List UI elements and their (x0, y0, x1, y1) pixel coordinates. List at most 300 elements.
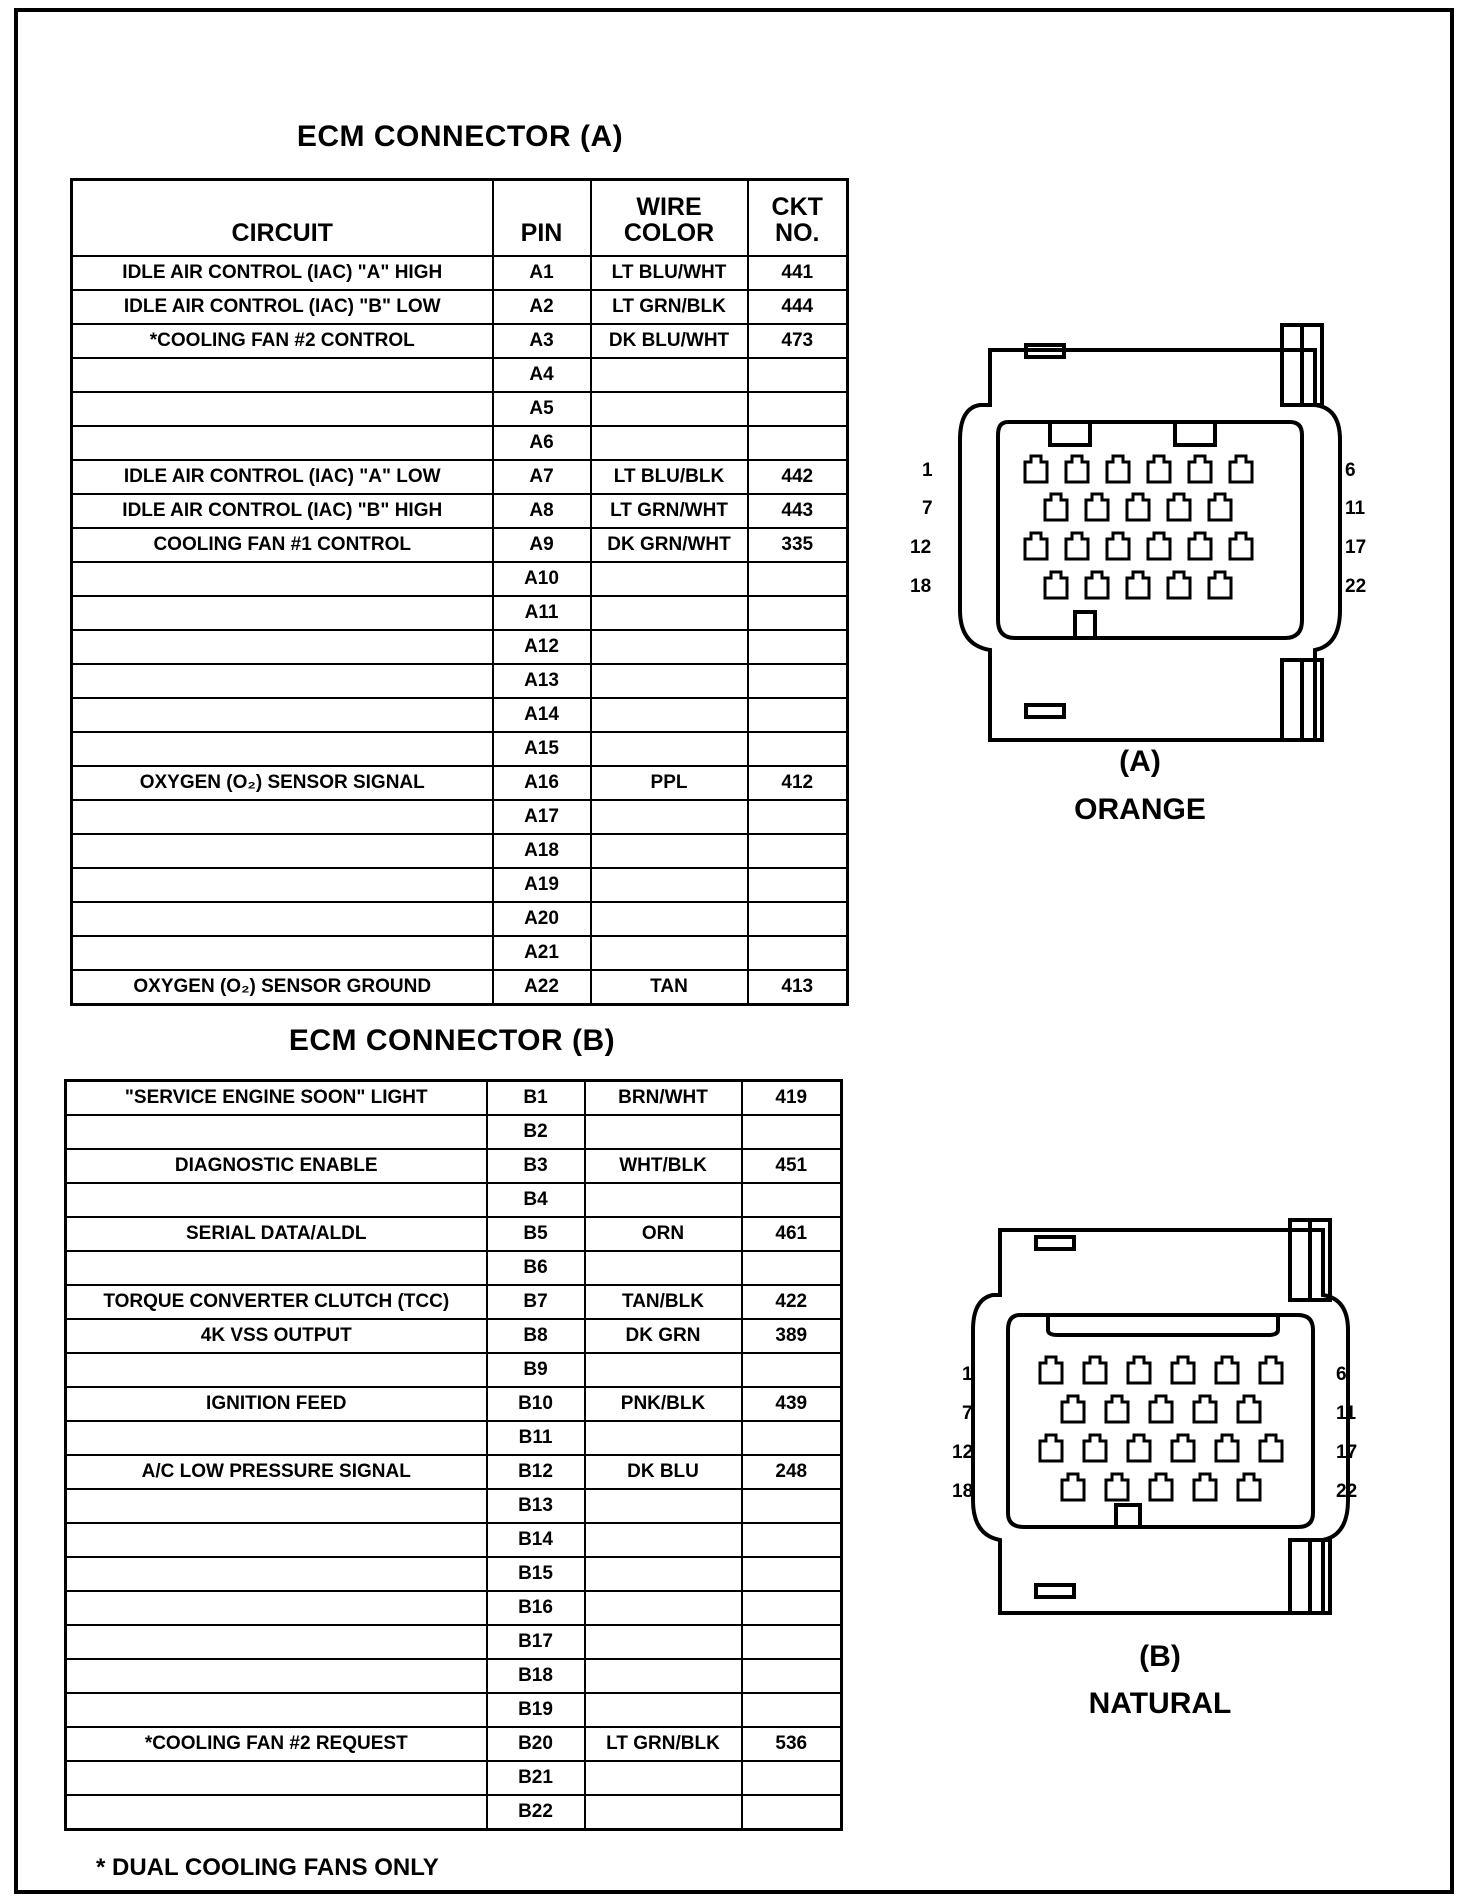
table-row (72, 800, 848, 834)
table-row (66, 1523, 842, 1557)
pin-cell: B11 (487, 1421, 585, 1455)
pin-label-17: 17 (1345, 537, 1367, 558)
wire-color-cell: DK GRN/WHT (591, 528, 748, 562)
pin-cavity-1 (1040, 1357, 1062, 1383)
circuit-cell (72, 732, 493, 766)
circuit-cell (66, 1421, 487, 1455)
connector-b-rows (66, 1081, 842, 1830)
connector-b-top-latch (1036, 1237, 1074, 1249)
pin-cavity-8 (1106, 1396, 1128, 1422)
wire-color-cell: LT BLU/BLK (591, 460, 748, 494)
pin-label-17: 17 (1336, 1442, 1358, 1463)
ckt-no-cell (748, 596, 848, 630)
ckt-no-cell (742, 1761, 842, 1795)
pin-cell: B21 (487, 1761, 585, 1795)
circuit-cell: IDLE AIR CONTROL (IAC) "B" HIGH (72, 494, 493, 528)
pin-cell: A2 (493, 290, 591, 324)
pin-cell: A21 (493, 936, 591, 970)
pin-cavity-11 (1209, 494, 1231, 520)
table-row (72, 902, 848, 936)
table-row (72, 630, 848, 664)
ckt-no-cell: 442 (748, 460, 848, 494)
ckt-no-cell: 439 (742, 1387, 842, 1421)
table-row (72, 528, 848, 562)
table-row (72, 256, 848, 290)
ckt-no-cell (748, 902, 848, 936)
circuit-cell (66, 1489, 487, 1523)
pin-cavity-10 (1168, 494, 1190, 520)
table-row (72, 834, 848, 868)
ckt-no-cell: 389 (742, 1319, 842, 1353)
wire-color-cell (591, 936, 748, 970)
circuit-cell: IGNITION FEED (66, 1387, 487, 1421)
pin-cell: A15 (493, 732, 591, 766)
wire-color-cell (591, 562, 748, 596)
connector-b-key-bottom (1116, 1505, 1140, 1527)
pin-cell: A14 (493, 698, 591, 732)
table-row (66, 1693, 842, 1727)
ckt-no-cell: 248 (742, 1455, 842, 1489)
ckt-no-cell (742, 1693, 842, 1727)
connector-a-key-bottom (1075, 612, 1095, 638)
ckt-no-cell (748, 698, 848, 732)
table-row (66, 1557, 842, 1591)
pin-cell: A8 (493, 494, 591, 528)
wire-color-cell (585, 1591, 742, 1625)
connector-b-color: NATURAL (1088, 1687, 1232, 1720)
connector-a-pins (1025, 456, 1252, 598)
pin-cell: B22 (487, 1795, 585, 1830)
header-pin: PIN (493, 180, 591, 256)
pin-cavity-13 (1084, 1435, 1106, 1461)
ckt-no-cell (742, 1659, 842, 1693)
circuit-cell (72, 630, 493, 664)
connector-b-pins (1040, 1357, 1282, 1500)
ckt-no-cell (742, 1795, 842, 1830)
connector-a-key-2 (1175, 422, 1215, 445)
ckt-no-cell: 473 (748, 324, 848, 358)
pin-cell: B12 (487, 1455, 585, 1489)
pin-cell: A16 (493, 766, 591, 800)
table-row (66, 1387, 842, 1421)
pin-cavity-6 (1260, 1357, 1282, 1383)
pin-label-12: 12 (910, 537, 932, 558)
pin-cavity-3 (1107, 456, 1129, 482)
circuit-cell: DIAGNOSTIC ENABLE (66, 1149, 487, 1183)
connector-a-table (70, 178, 849, 1006)
wire-color-cell: WHT/BLK (585, 1149, 742, 1183)
table-row (66, 1591, 842, 1625)
pin-cavity-4 (1172, 1357, 1194, 1383)
circuit-cell (72, 868, 493, 902)
wire-color-cell (585, 1659, 742, 1693)
wire-color-cell (585, 1251, 742, 1285)
circuit-cell (72, 596, 493, 630)
pin-cavity-15 (1172, 1435, 1194, 1461)
wire-color-cell (591, 426, 748, 460)
circuit-cell: OXYGEN (O₂) SENSOR GROUND (72, 970, 493, 1005)
wire-color-cell (585, 1523, 742, 1557)
circuit-cell: *COOLING FAN #2 CONTROL (72, 324, 493, 358)
pin-cell: A22 (493, 970, 591, 1005)
wire-color-cell (591, 392, 748, 426)
wire-color-cell (585, 1795, 742, 1830)
pin-cavity-14 (1107, 533, 1129, 559)
connector-a-title: ECM CONNECTOR (A) (296, 120, 624, 153)
pin-cell: A12 (493, 630, 591, 664)
connector-a-inner-shroud (998, 422, 1302, 638)
pin-cavity-15 (1148, 533, 1170, 559)
table-row (66, 1251, 842, 1285)
circuit-cell (72, 936, 493, 970)
ckt-no-cell (742, 1115, 842, 1149)
table-row (72, 970, 848, 1005)
table-row (72, 392, 848, 426)
ckt-no-cell (748, 868, 848, 902)
ckt-no-cell: 451 (742, 1149, 842, 1183)
table-row (66, 1795, 842, 1830)
pin-cavity-13 (1066, 533, 1088, 559)
table-row (66, 1659, 842, 1693)
pin-label-7: 7 (922, 498, 933, 519)
header-wire-color: WIRE COLOR (591, 180, 748, 256)
ckt-no-cell (748, 936, 848, 970)
circuit-cell: IDLE AIR CONTROL (IAC) "A" LOW (72, 460, 493, 494)
table-row (72, 426, 848, 460)
connector-a-key-1 (1050, 422, 1090, 445)
pin-cavity-18 (1062, 1474, 1084, 1500)
table-row (66, 1285, 842, 1319)
ckt-no-cell (742, 1557, 842, 1591)
pin-cell: B9 (487, 1353, 585, 1387)
circuit-cell (66, 1591, 487, 1625)
circuit-cell (72, 834, 493, 868)
wire-color-cell: DK BLU (585, 1455, 742, 1489)
table-row (66, 1115, 842, 1149)
ckt-no-cell (748, 630, 848, 664)
pin-cavity-8 (1086, 494, 1108, 520)
circuit-cell (66, 1693, 487, 1727)
wire-color-cell: LT GRN/BLK (585, 1727, 742, 1761)
pin-cell: B5 (487, 1217, 585, 1251)
pin-cavity-17 (1260, 1435, 1282, 1461)
circuit-cell: TORQUE CONVERTER CLUTCH (TCC) (66, 1285, 487, 1319)
pin-cell: B13 (487, 1489, 585, 1523)
ckt-no-cell: 412 (748, 766, 848, 800)
connector-a-rows (72, 256, 848, 1005)
ckt-no-cell: 419 (742, 1081, 842, 1116)
table-row (72, 494, 848, 528)
connector-a-letter: (A) (1119, 745, 1161, 778)
pin-cell: B7 (487, 1285, 585, 1319)
pin-label-12: 12 (952, 1442, 974, 1463)
circuit-cell (66, 1183, 487, 1217)
pin-label-11: 11 (1345, 498, 1366, 519)
pin-cell: A17 (493, 800, 591, 834)
circuit-cell (66, 1795, 487, 1830)
table-row (72, 290, 848, 324)
pin-cell: A7 (493, 460, 591, 494)
table-row (66, 1421, 842, 1455)
connector-b-diagram (948, 1215, 1388, 1635)
pin-cell: A5 (493, 392, 591, 426)
wire-color-cell (585, 1115, 742, 1149)
pin-cavity-22 (1209, 572, 1231, 598)
wire-color-cell (585, 1761, 742, 1795)
table-row (66, 1183, 842, 1217)
table-row (72, 358, 848, 392)
pin-cell: B17 (487, 1625, 585, 1659)
circuit-cell (72, 800, 493, 834)
pin-label-11: 11 (1336, 1403, 1357, 1424)
pin-cell: B2 (487, 1115, 585, 1149)
pin-cavity-12 (1025, 533, 1047, 559)
wire-color-cell: LT GRN/WHT (591, 494, 748, 528)
ckt-no-cell (748, 732, 848, 766)
table-row (66, 1489, 842, 1523)
pin-label-1: 1 (922, 460, 933, 481)
pin-cell: A4 (493, 358, 591, 392)
ckt-no-cell: 413 (748, 970, 848, 1005)
pin-cavity-2 (1084, 1357, 1106, 1383)
pin-label-18: 18 (952, 1481, 974, 1502)
table-row (72, 732, 848, 766)
wire-color-cell: BRN/WHT (585, 1081, 742, 1116)
ckt-no-cell: 461 (742, 1217, 842, 1251)
table-row (66, 1761, 842, 1795)
pin-cell: A6 (493, 426, 591, 460)
ckt-no-cell (748, 426, 848, 460)
wire-color-cell (585, 1183, 742, 1217)
circuit-cell (66, 1761, 487, 1795)
pin-label-22: 22 (1336, 1481, 1358, 1502)
table-row (72, 936, 848, 970)
circuit-cell: 4K VSS OUTPUT (66, 1319, 487, 1353)
ckt-no-cell (748, 800, 848, 834)
ckt-no-cell: 536 (742, 1727, 842, 1761)
pin-label-18: 18 (910, 576, 932, 597)
pin-cavity-2 (1066, 456, 1088, 482)
pin-cell: A1 (493, 256, 591, 290)
pin-cell: A11 (493, 596, 591, 630)
pin-cell: B19 (487, 1693, 585, 1727)
circuit-cell: IDLE AIR CONTROL (IAC) "A" HIGH (72, 256, 493, 290)
pin-cavity-5 (1216, 1357, 1238, 1383)
pin-cavity-9 (1150, 1396, 1172, 1422)
pin-cavity-14 (1128, 1435, 1150, 1461)
pin-cell: B3 (487, 1149, 585, 1183)
pin-cell: A9 (493, 528, 591, 562)
pin-cavity-3 (1128, 1357, 1150, 1383)
pin-cell: B10 (487, 1387, 585, 1421)
pin-label-22: 22 (1345, 576, 1367, 597)
wire-color-cell: DK GRN (585, 1319, 742, 1353)
pin-cavity-20 (1127, 572, 1149, 598)
wire-color-cell (591, 800, 748, 834)
wire-color-cell: TAN (591, 970, 748, 1005)
circuit-cell (66, 1557, 487, 1591)
wire-color-cell (585, 1421, 742, 1455)
connector-a-bottom-latch (1026, 705, 1064, 717)
wire-color-cell: LT BLU/WHT (591, 256, 748, 290)
table-row (66, 1727, 842, 1761)
ckt-no-cell (742, 1183, 842, 1217)
pin-cell: B18 (487, 1659, 585, 1693)
circuit-cell (72, 426, 493, 460)
ckt-no-cell (742, 1251, 842, 1285)
pin-cell: B8 (487, 1319, 585, 1353)
pin-cavity-11 (1238, 1396, 1260, 1422)
pin-cavity-16 (1216, 1435, 1238, 1461)
pin-cell: B15 (487, 1557, 585, 1591)
ckt-no-cell: 335 (748, 528, 848, 562)
connector-b-title: ECM CONNECTOR (B) (288, 1024, 616, 1057)
circuit-cell: COOLING FAN #1 CONTROL (72, 528, 493, 562)
pin-cell: A13 (493, 664, 591, 698)
pin-cell: B4 (487, 1183, 585, 1217)
pin-label-6: 6 (1345, 460, 1356, 481)
pin-cavity-6 (1230, 456, 1252, 482)
wire-color-cell (591, 902, 748, 936)
connector-b-letter: (B) (1139, 1640, 1181, 1673)
connector-a-color: ORANGE (1074, 793, 1206, 826)
table-row (72, 562, 848, 596)
circuit-cell: *COOLING FAN #2 REQUEST (66, 1727, 487, 1761)
pin-cavity-21 (1168, 572, 1190, 598)
table-row (72, 596, 848, 630)
circuit-cell: IDLE AIR CONTROL (IAC) "B" LOW (72, 290, 493, 324)
ckt-no-cell (742, 1489, 842, 1523)
circuit-cell (72, 562, 493, 596)
wire-color-cell: DK BLU/WHT (591, 324, 748, 358)
connector-a-diagram (910, 320, 1367, 740)
pin-cavity-9 (1127, 494, 1149, 520)
pin-cavity-7 (1045, 494, 1067, 520)
wire-color-cell (591, 698, 748, 732)
wire-color-cell (591, 630, 748, 664)
wire-color-cell (591, 732, 748, 766)
pin-cavity-4 (1148, 456, 1170, 482)
wire-color-cell (591, 834, 748, 868)
wire-color-cell (585, 1489, 742, 1523)
circuit-cell (72, 664, 493, 698)
wire-color-cell (591, 664, 748, 698)
pin-cavity-19 (1086, 572, 1108, 598)
pin-cavity-5 (1189, 456, 1211, 482)
pin-cavity-1 (1025, 456, 1047, 482)
table-row (72, 460, 848, 494)
pin-cell: B14 (487, 1523, 585, 1557)
footnote: * DUAL COOLING FANS ONLY (96, 1854, 439, 1881)
pin-cavity-10 (1194, 1396, 1216, 1422)
pin-cavity-22 (1238, 1474, 1260, 1500)
circuit-cell: A/C LOW PRESSURE SIGNAL (66, 1455, 487, 1489)
circuit-cell: OXYGEN (O₂) SENSOR SIGNAL (72, 766, 493, 800)
ckt-no-cell (748, 834, 848, 868)
pin-cavity-21 (1194, 1474, 1216, 1500)
circuit-cell (66, 1523, 487, 1557)
ckt-no-cell: 441 (748, 256, 848, 290)
wire-color-cell: PNK/BLK (585, 1387, 742, 1421)
header-ckt-no: CKT NO. (748, 180, 848, 256)
ckt-no-cell (748, 664, 848, 698)
wire-color-cell (591, 596, 748, 630)
table-row (66, 1455, 842, 1489)
pin-cell: A19 (493, 868, 591, 902)
table-row (66, 1149, 842, 1183)
header-circuit: CIRCUIT (72, 180, 493, 256)
ckt-no-cell (748, 562, 848, 596)
pin-cell: B20 (487, 1727, 585, 1761)
table-row (72, 664, 848, 698)
pin-label-7: 7 (962, 1403, 973, 1424)
wire-color-cell (585, 1353, 742, 1387)
table-row (66, 1319, 842, 1353)
wire-color-cell: PPL (591, 766, 748, 800)
circuit-cell: "SERVICE ENGINE SOON" LIGHT (66, 1081, 487, 1116)
circuit-cell (72, 392, 493, 426)
pin-cell: B16 (487, 1591, 585, 1625)
table-row (72, 698, 848, 732)
ckt-no-cell (748, 358, 848, 392)
circuit-cell: SERIAL DATA/ALDL (66, 1217, 487, 1251)
wire-color-cell (585, 1693, 742, 1727)
table-row (66, 1217, 842, 1251)
pin-cavity-20 (1150, 1474, 1172, 1500)
circuit-cell (72, 902, 493, 936)
table-row (72, 868, 848, 902)
ckt-no-cell (742, 1523, 842, 1557)
ckt-no-cell: 422 (742, 1285, 842, 1319)
table-row (72, 766, 848, 800)
pin-cavity-16 (1189, 533, 1211, 559)
pin-cell: A18 (493, 834, 591, 868)
pin-cell: A10 (493, 562, 591, 596)
connector-b-key-top (1048, 1315, 1278, 1335)
table-row (72, 324, 848, 358)
circuit-cell (72, 698, 493, 732)
table-row (66, 1081, 842, 1116)
circuit-cell (72, 358, 493, 392)
wire-color-cell (585, 1625, 742, 1659)
pin-cavity-12 (1040, 1435, 1062, 1461)
pin-cell: A3 (493, 324, 591, 358)
pin-label-6: 6 (1336, 1364, 1347, 1385)
pin-label-1: 1 (962, 1364, 973, 1385)
ckt-no-cell (742, 1353, 842, 1387)
circuit-cell (66, 1251, 487, 1285)
circuit-cell (66, 1659, 487, 1693)
ckt-no-cell (742, 1421, 842, 1455)
connector-b-bottom-latch (1036, 1585, 1074, 1597)
wire-color-cell: LT GRN/BLK (591, 290, 748, 324)
wire-color-cell: TAN/BLK (585, 1285, 742, 1319)
circuit-cell (66, 1625, 487, 1659)
ckt-no-cell: 444 (748, 290, 848, 324)
ckt-no-cell (742, 1591, 842, 1625)
pin-cell: B6 (487, 1251, 585, 1285)
pin-cell: A20 (493, 902, 591, 936)
ckt-no-cell (742, 1625, 842, 1659)
ckt-no-cell (748, 392, 848, 426)
pin-cavity-18 (1045, 572, 1067, 598)
wire-color-cell: ORN (585, 1217, 742, 1251)
circuit-cell (66, 1115, 487, 1149)
pin-cavity-19 (1106, 1474, 1128, 1500)
table-row (66, 1625, 842, 1659)
pin-cavity-17 (1230, 533, 1252, 559)
wire-color-cell (591, 358, 748, 392)
